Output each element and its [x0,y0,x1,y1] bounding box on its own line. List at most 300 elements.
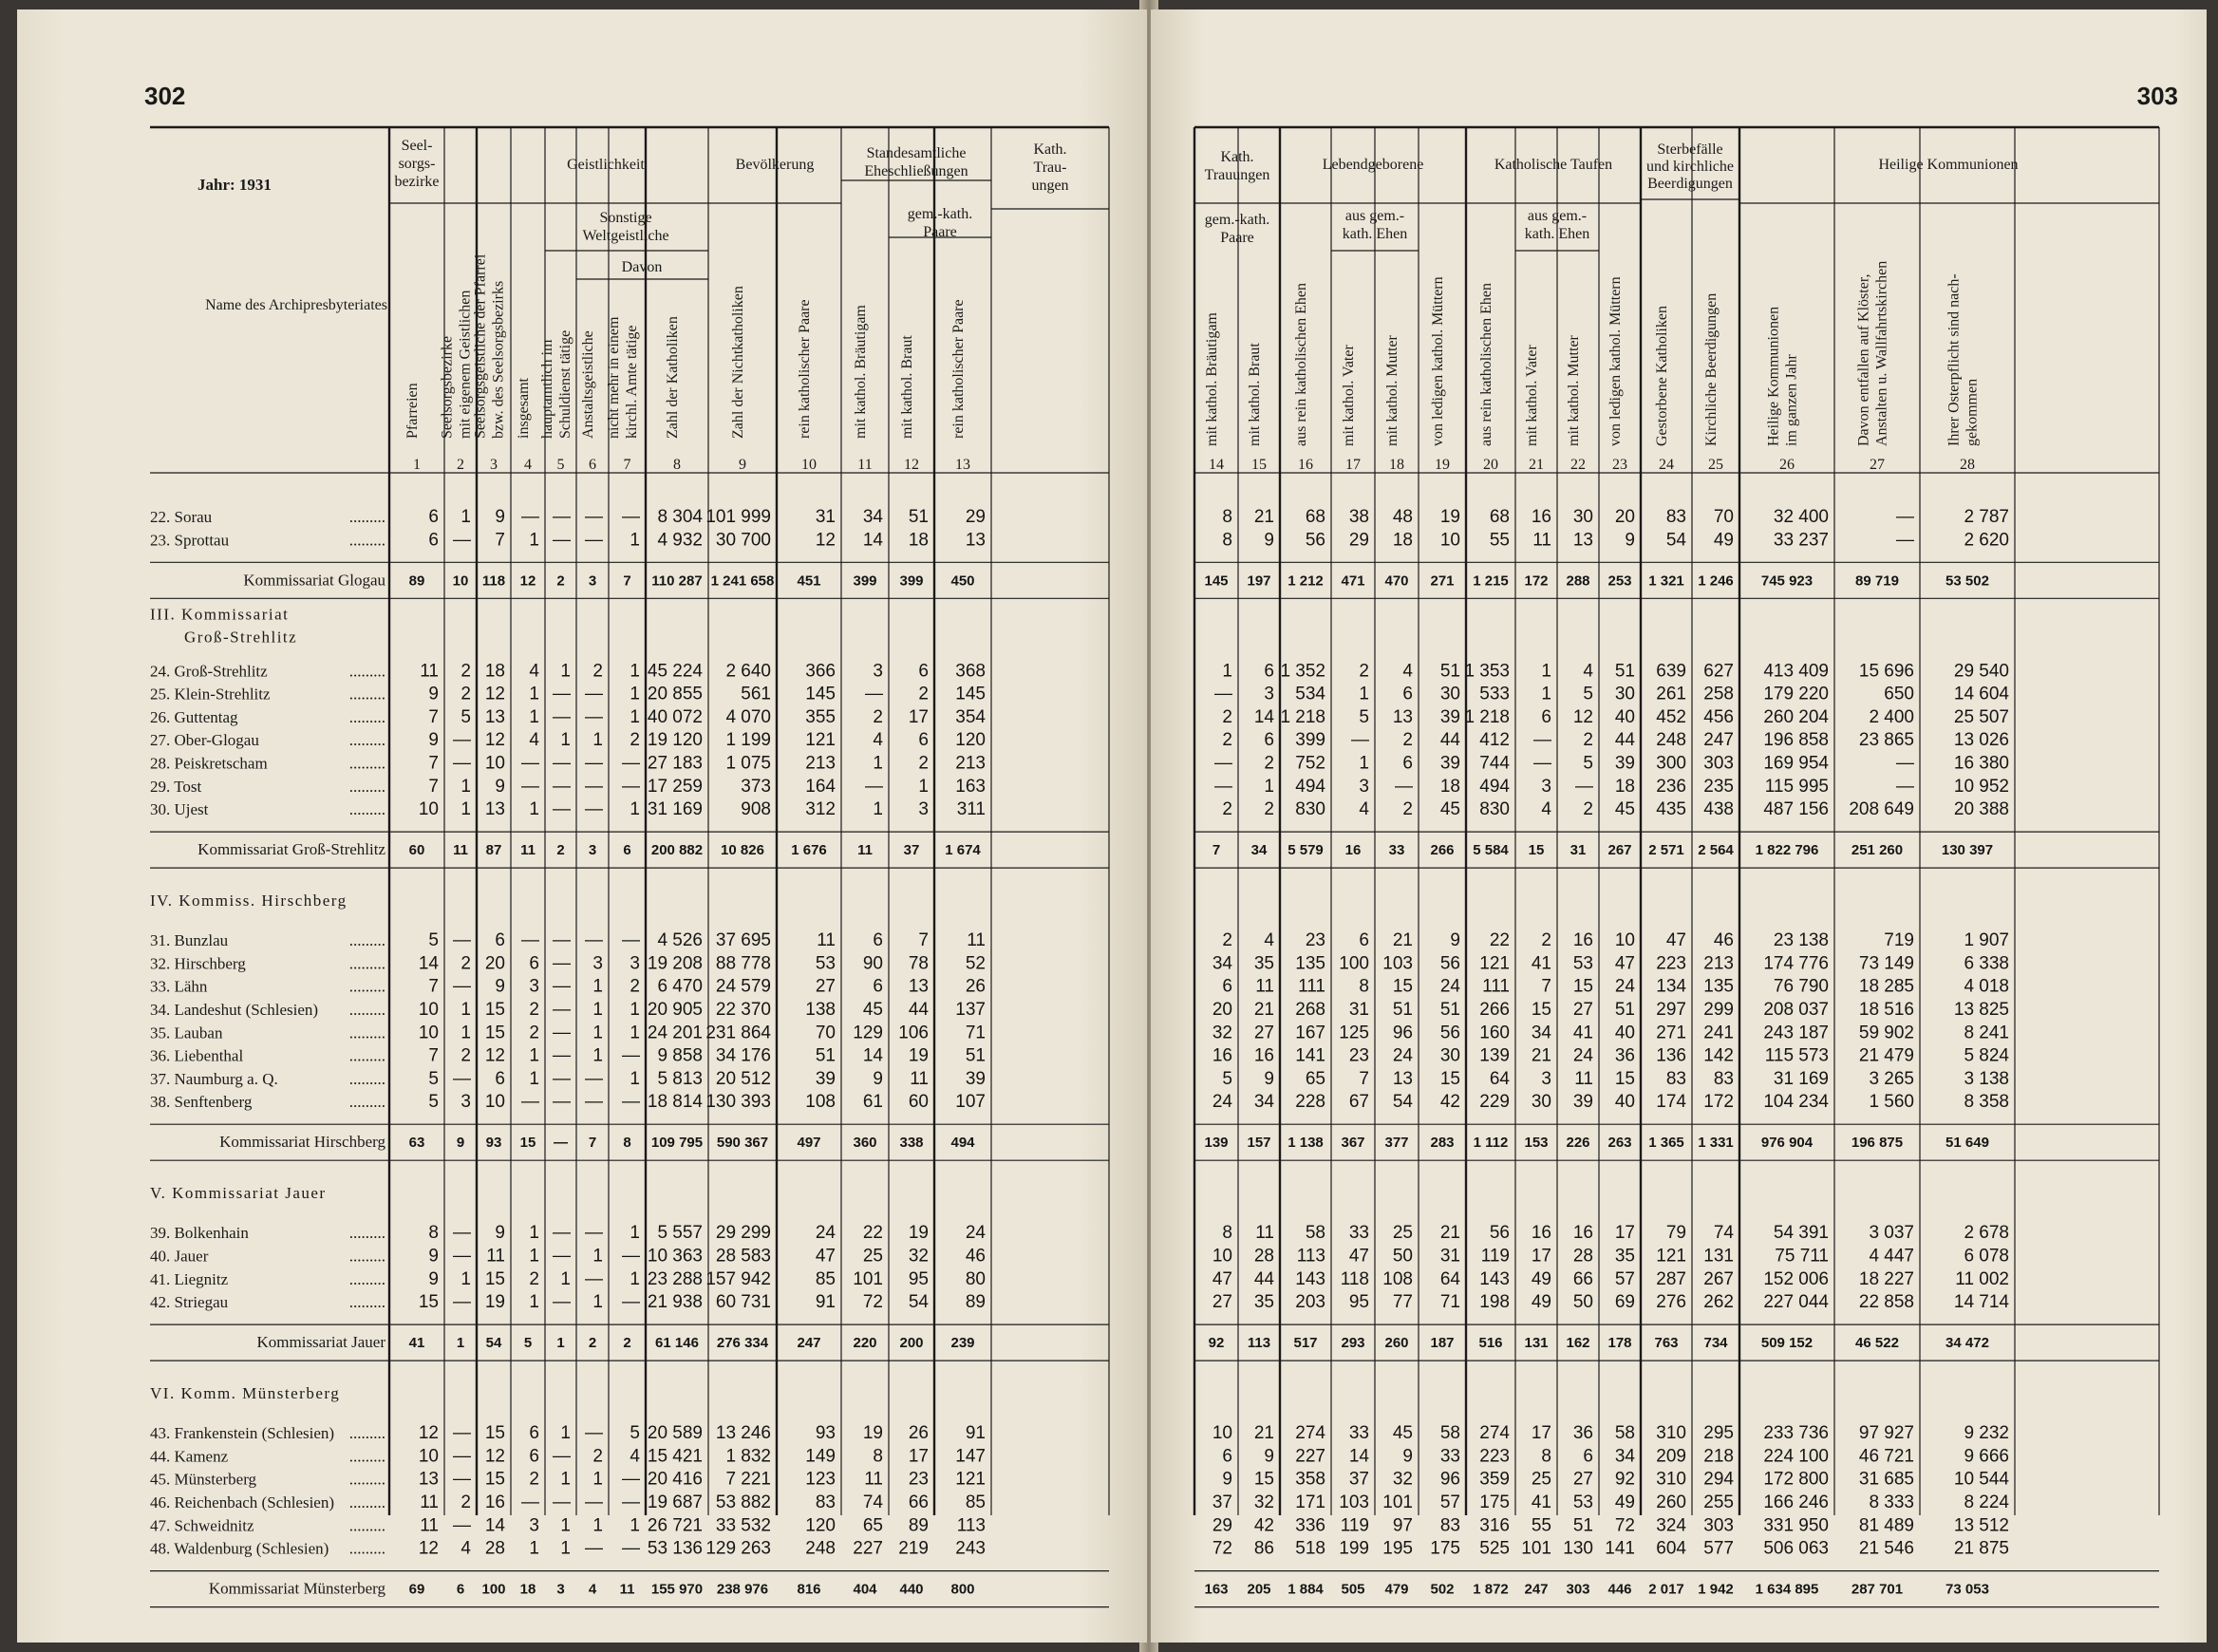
table-cell: 72 [862,1292,883,1313]
table-cell: 271 [1656,1023,1686,1043]
archipresbyteriat-name: 40. Jauer [150,1247,209,1266]
total-cell: 205 [1247,1581,1271,1598]
table-cell: 31 [1439,1246,1460,1267]
table-cell: — [585,776,603,797]
table-cell: 19 [908,1045,929,1066]
table-cell: 23 288 [647,1268,703,1289]
table-cell: 34 [862,507,883,527]
table-cell: 80 [965,1268,986,1289]
table-cell: 85 [815,1268,836,1289]
total-cell: 93 [485,1135,502,1152]
table-cell: 33 [1348,1423,1369,1444]
table-cell: 3 [1359,776,1369,797]
total-cell: 113 [1247,1335,1271,1352]
table-cell: 287 [1656,1268,1686,1289]
table-cell: 1 [630,1268,640,1289]
table-cell: 111 [1298,976,1325,997]
total-cell: 734 [1703,1335,1728,1352]
leader-dots: ......... [348,977,385,996]
table-cell: 248 [805,1538,836,1559]
table-cell: 2 [1402,730,1413,751]
table-cell: 13 [965,530,986,551]
table-cell: 24 [1392,1045,1413,1066]
table-cell: 147 [955,1446,986,1467]
table-cell: 47 [1665,930,1686,951]
table-cell: 14 714 [1953,1292,2009,1313]
table-cell: 51 [1392,1000,1413,1020]
table-cell: 134 [1656,976,1686,997]
column-number: 4 [524,457,532,473]
table-cell: 2 [1402,799,1413,820]
table-cell: 8 [428,1223,439,1244]
table-cell: 2 [529,1469,539,1490]
table-cell: 2 620 [1964,530,2009,551]
column-number: 16 [1298,457,1313,473]
table-cell: 7 [1541,976,1551,997]
table-cell: 26 721 [647,1515,703,1536]
column-header-2: mit eigenem Geistlichen [457,290,474,439]
table-cell: 7 [428,776,439,797]
header-lebendgeborene: Lebendgeborene [1322,157,1424,173]
leader-dots: ......... [348,707,385,726]
table-cell: — [1533,753,1551,774]
table-cell: 25 [1392,1223,1413,1244]
table-cell: 15 [484,1469,505,1490]
table-cell: 30 [1614,684,1635,704]
header-kath-trauungen: Kath. [1220,149,1254,165]
archipresbyteriat-name: 39. Bolkenhain [150,1224,249,1243]
table-cell: 1 [529,1292,539,1313]
section-heading: III. Kommissariat [150,605,290,624]
column-number: 25 [1708,457,1723,473]
table-cell: 53 882 [715,1492,771,1512]
table-cell: 295 [1703,1423,1734,1444]
table-cell: 40 [1614,1023,1635,1043]
table-cell: 413 409 [1763,661,1829,682]
table-cell: 54 [1665,530,1686,551]
table-cell: 435 [1656,799,1686,820]
table-cell: 89 [908,1515,929,1536]
table-cell: 4 [1264,930,1274,951]
table-cell: 227 [853,1538,883,1559]
table-cell: 1 [529,1068,539,1089]
table-cell: 121 [1479,953,1510,974]
table-cell: 223 [1656,953,1686,974]
table-cell: 1 [529,1538,539,1559]
total-cell: 9 [456,1135,465,1152]
header-seelsorgsbezirke: bezirke [394,174,440,190]
table-cell: 6 [1359,930,1369,951]
table-cell: 9 [428,684,439,704]
table-cell: 119 [1480,1246,1510,1267]
header-sterbefaelle: und kirchliche [1646,159,1734,175]
table-cell: 241 [1703,1023,1734,1043]
total-cell: 497 [797,1135,821,1152]
table-cell: 27 [1212,1292,1232,1313]
table-cell: 231 864 [705,1023,771,1043]
table-cell: 561 [741,684,771,704]
table-cell: 14 [484,1515,505,1536]
total-cell: 471 [1341,573,1365,590]
column-number: 12 [904,457,919,473]
table-cell: 13 [1392,1068,1413,1089]
table-cell: 23 138 [1773,930,1829,951]
table-cell: 72 [1614,1515,1635,1536]
header-gem-kath: gem.-kath. [1204,212,1270,228]
table-cell: 8 333 [1869,1492,1914,1512]
table-cell: 15 [484,1268,505,1289]
column-number: 15 [1251,457,1267,473]
total-cell: 404 [853,1581,877,1598]
table-cell: — [585,684,603,704]
leader-dots: ......... [348,1269,385,1288]
total-cell: 377 [1384,1135,1409,1152]
table-cell: 58 [1439,1423,1460,1444]
table-cell: 20 855 [647,684,703,704]
header-aus-gem-kath-2: aus gem.- [1527,208,1588,224]
column-header-18: mit kathol. Mutter [1384,335,1400,446]
table-cell: 101 999 [705,507,771,527]
column-header-1: Pfarreien [404,383,421,439]
total-cell: 2 [556,573,565,590]
table-cell: 255 [1703,1492,1734,1512]
total-cell: 92 [1208,1335,1225,1352]
total-cell: 271 [1430,573,1455,590]
table-cell: 6 [529,1446,539,1467]
table-cell: 34 [1614,1446,1635,1467]
leader-dots: ......... [348,1001,385,1019]
table-cell: 157 942 [705,1268,771,1289]
total-cell: 247 [1524,1581,1549,1598]
table-cell: 16 380 [1953,753,2009,774]
total-cell: 110 287 [651,573,703,590]
leader-dots: ......... [348,1069,385,1088]
table-cell: 203 [1295,1292,1325,1313]
table-cell: 267 [1703,1268,1734,1289]
table-cell: — [622,1292,640,1313]
column-number: 13 [955,457,970,473]
header-kath-trauungen: ungen [1031,178,1069,194]
table-cell: 299 [1703,1000,1734,1020]
table-cell: — [553,1246,571,1267]
table-cell: 8 [1541,1446,1551,1467]
table-cell: 1 [592,1023,603,1043]
total-cell: 34 [1250,842,1268,859]
table-cell: 39 [1439,753,1460,774]
table-cell: 22 370 [715,1000,771,1020]
table-cell: 1 [529,706,539,727]
table-cell: 21 [1253,1000,1274,1020]
total-cell: 360 [853,1135,877,1152]
table-cell: — [553,1023,571,1043]
table-cell: 1 [560,730,571,751]
table-cell: 120 [955,730,986,751]
table-cell: 908 [741,799,771,820]
table-cell: 5 813 [657,1068,703,1089]
table-cell: 49 [1531,1292,1551,1313]
table-cell: 9 232 [1964,1423,2009,1444]
table-cell: 33 [1348,1223,1369,1244]
table-cell: 97 927 [1858,1423,1914,1444]
table-cell: 456 [1703,706,1734,727]
table-cell: 1 [630,1000,640,1020]
total-cell: 34 472 [1945,1335,1989,1352]
table-cell: 2 [918,684,929,704]
table-cell: 14 [1348,1446,1369,1467]
table-cell: 2 400 [1869,706,1914,727]
header-davon: Davon [621,259,663,275]
table-cell: 5 [428,1092,439,1113]
column-number: 6 [589,457,596,473]
table-cell: 11 002 [1955,1268,2009,1289]
table-cell: 56 [1489,1223,1510,1244]
table-cell: 39 [965,1068,986,1089]
table-cell: 3 [529,976,539,997]
table-cell: 10 [418,1023,439,1043]
table-cell: 7 [428,1045,439,1066]
table-cell: — [553,1045,571,1066]
table-cell: 11 [864,1469,883,1490]
table-cell: 2 [529,1000,539,1020]
year-label: Jahr: 1931 [197,176,272,194]
table-cell: 6 [495,930,505,951]
table-cell: 6 338 [1964,953,2009,974]
table-cell: 20 [1212,1000,1232,1020]
table-cell: 19 [862,1423,883,1444]
table-cell: 107 [955,1092,986,1113]
archipresbyteriat-name: 33. Lähn [150,977,208,996]
table-cell: 1 [592,1469,603,1490]
table-cell: 41 [1572,1023,1593,1043]
archipresbyteriat-name: 44. Kamenz [150,1447,229,1466]
table-cell: — [622,1538,640,1559]
table-cell: 1 [1359,684,1369,704]
header-geistlichkeit: Geistlichkeit [567,157,645,173]
table-cell: 10 [418,1000,439,1020]
total-cell: 440 [899,1581,924,1598]
table-cell: 1 352 [1280,661,1325,682]
table-cell: 61 [862,1092,883,1113]
table-cell: 604 [1656,1538,1686,1559]
total-cell: 130 397 [1941,842,1994,859]
total-cell: 2 017 [1648,1581,1684,1598]
total-cell: 11 [857,842,873,859]
total-cell: 172 [1524,573,1549,590]
table-cell: 9 [1402,1446,1413,1467]
table-cell: 1 [592,1515,603,1536]
table-cell: — [453,730,471,751]
column-header-15: mit kathol. Braut [1247,343,1263,446]
table-cell: 46 [965,1246,986,1267]
table-cell: 54 [1392,1092,1413,1113]
total-cell: 153 [1524,1135,1549,1152]
table-cell: 31 [815,507,836,527]
table-cell: 19 120 [647,730,703,751]
total-cell: 266 [1430,842,1455,859]
table-cell: 10 952 [1953,776,2009,797]
table-cell: 10 [484,753,505,774]
total-cell: 109 795 [650,1135,704,1152]
table-cell: 67 [1348,1092,1369,1113]
table-cell: — [553,507,571,527]
table-cell: 35 [1253,953,1274,974]
table-cell: 2 [592,1446,603,1467]
table-cell: — [1575,776,1593,797]
table-cell: 13 026 [1953,730,2009,751]
table-cell: 373 [741,776,771,797]
table-cell: 29 540 [1953,661,2009,682]
table-cell: 7 [1359,1068,1369,1089]
table-cell: 103 [1382,953,1413,974]
table-cell: — [453,530,471,551]
table-cell: 16 [1531,1223,1551,1244]
table-cell: 1 [560,661,571,682]
table-cell: — [622,930,640,951]
total-cell: 1 212 [1288,573,1324,590]
total-cell: 2 [556,842,565,859]
total-cell: 1 822 796 [1755,842,1819,859]
table-cell: — [553,1446,571,1467]
total-cell: 5 [523,1335,533,1352]
table-cell: 89 [965,1292,986,1313]
total-cell: 450 [950,573,975,590]
table-cell: 16 [1572,930,1593,951]
total-cell: 8 [623,1135,631,1152]
table-cell: 324 [1656,1515,1686,1536]
table-cell: 5 [1359,706,1369,727]
table-cell: 218 [1703,1446,1734,1467]
column-header-4: insgesamt [516,378,532,439]
table-cell: 1 [461,799,471,820]
table-cell: — [622,1092,640,1113]
table-cell: 86 [1253,1538,1274,1559]
table-cell: 130 [1563,1538,1593,1559]
table-cell: 32 [1212,1023,1232,1043]
total-cell: 745 923 [1760,573,1814,590]
table-cell: 54 [908,1292,929,1313]
table-cell: 15 [418,1292,439,1313]
table-cell: 29 [965,507,986,527]
table-cell: 18 [1392,530,1413,551]
table-cell: 52 [965,953,986,974]
table-cell: — [1395,776,1413,797]
table-cell: — [622,1469,640,1490]
table-cell: 179 220 [1763,684,1829,704]
table-cell: — [585,1423,603,1444]
table-cell: 1 [560,1268,571,1289]
leader-dots: ......... [348,508,385,526]
table-cell: 310 [1656,1423,1686,1444]
table-cell: 6 [1402,753,1413,774]
table-cell: 310 [1656,1469,1686,1490]
table-cell: — [585,507,603,527]
table-cell: 113 [956,1515,986,1536]
table-cell: 235 [1703,776,1734,797]
table-cell: 354 [955,706,986,727]
table-cell: 2 [1583,730,1593,751]
total-cell: 7 [1212,842,1221,859]
table-cell: 7 [428,706,439,727]
total-cell: 451 [797,573,821,590]
header-katholische-taufen: Katholische Taufen [1494,157,1613,173]
table-cell: 27 [1572,1469,1593,1490]
table-cell: 18 516 [1858,1000,1914,1020]
table-cell: 2 [529,1023,539,1043]
table-cell: 9 [495,1223,505,1244]
table-cell: — [453,1246,471,1267]
table-cell: 16 [1253,1045,1274,1066]
table-cell: 1 [461,1000,471,1020]
table-cell: — [1896,753,1914,774]
table-cell: 3 [873,661,883,682]
column-header-9: Zahl der Nichtkatholiken [730,286,746,439]
table-cell: 1 [630,1515,640,1536]
table-cell: 7 [428,976,439,997]
table-cell: 36 [1572,1423,1593,1444]
table-cell: 51 [908,507,929,527]
total-cell: 763 [1654,1335,1679,1352]
table-cell: 22 [1489,930,1510,951]
table-cell: 15 421 [647,1446,703,1467]
table-cell: 2 [461,1492,471,1512]
archipresbyteriat-name: 28. Peiskretscham [150,754,268,773]
table-cell: 6 470 [657,976,703,997]
table-cell: 3 [529,1515,539,1536]
table-cell: 18 814 [647,1092,703,1113]
table-cell: — [553,976,571,997]
table-cell: 125 [1339,1023,1369,1043]
table-cell: 196 858 [1763,730,1829,751]
table-cell: 37 [1212,1492,1232,1512]
table-cell: 3 [1541,776,1551,797]
table-cell: 198 [1479,1292,1510,1313]
column-number: 20 [1483,457,1498,473]
table-cell: 175 [1430,1538,1460,1559]
table-cell: 51 [1572,1515,1593,1536]
table-cell: 27 183 [647,753,703,774]
header-aus-gem-kath-2: kath. Ehen [1524,226,1590,242]
table-cell: 15 [484,1423,505,1444]
total-cell: 800 [950,1581,975,1598]
table-cell: 41 [1531,953,1551,974]
header-sonstige: Weltgeistliche [582,228,669,244]
table-cell: 1 [1541,684,1551,704]
table-cell: 266 [1479,1000,1510,1020]
header-kath-trauungen: Trau- [1033,160,1067,176]
total-cell: 3 [588,842,597,859]
table-cell: 6 [873,976,883,997]
table-cell: 4 [1402,661,1413,682]
header-sonstige: Sonstige [599,210,652,226]
total-cell: 1 331 [1698,1135,1734,1152]
table-cell: — [453,930,471,951]
total-cell: 267 [1607,842,1632,859]
table-cell: 9 [1264,1068,1274,1089]
table-cell: 6 [428,507,439,527]
table-cell: 1 [592,976,603,997]
table-cell: — [1214,753,1232,774]
archipresbyteriat-name: 24. Groß-Strehlitz [150,662,268,681]
total-cell: 100 [481,1581,506,1598]
table-cell: 13 825 [1953,1000,2009,1020]
table-cell: 118 [1340,1268,1369,1289]
table-cell: 166 246 [1763,1492,1829,1512]
total-cell: 87 [485,842,502,859]
table-cell: 53 [1572,953,1593,974]
leader-dots: ......... [348,800,385,819]
table-cell: 17 [908,706,929,727]
table-cell: 42 [1439,1092,1460,1113]
